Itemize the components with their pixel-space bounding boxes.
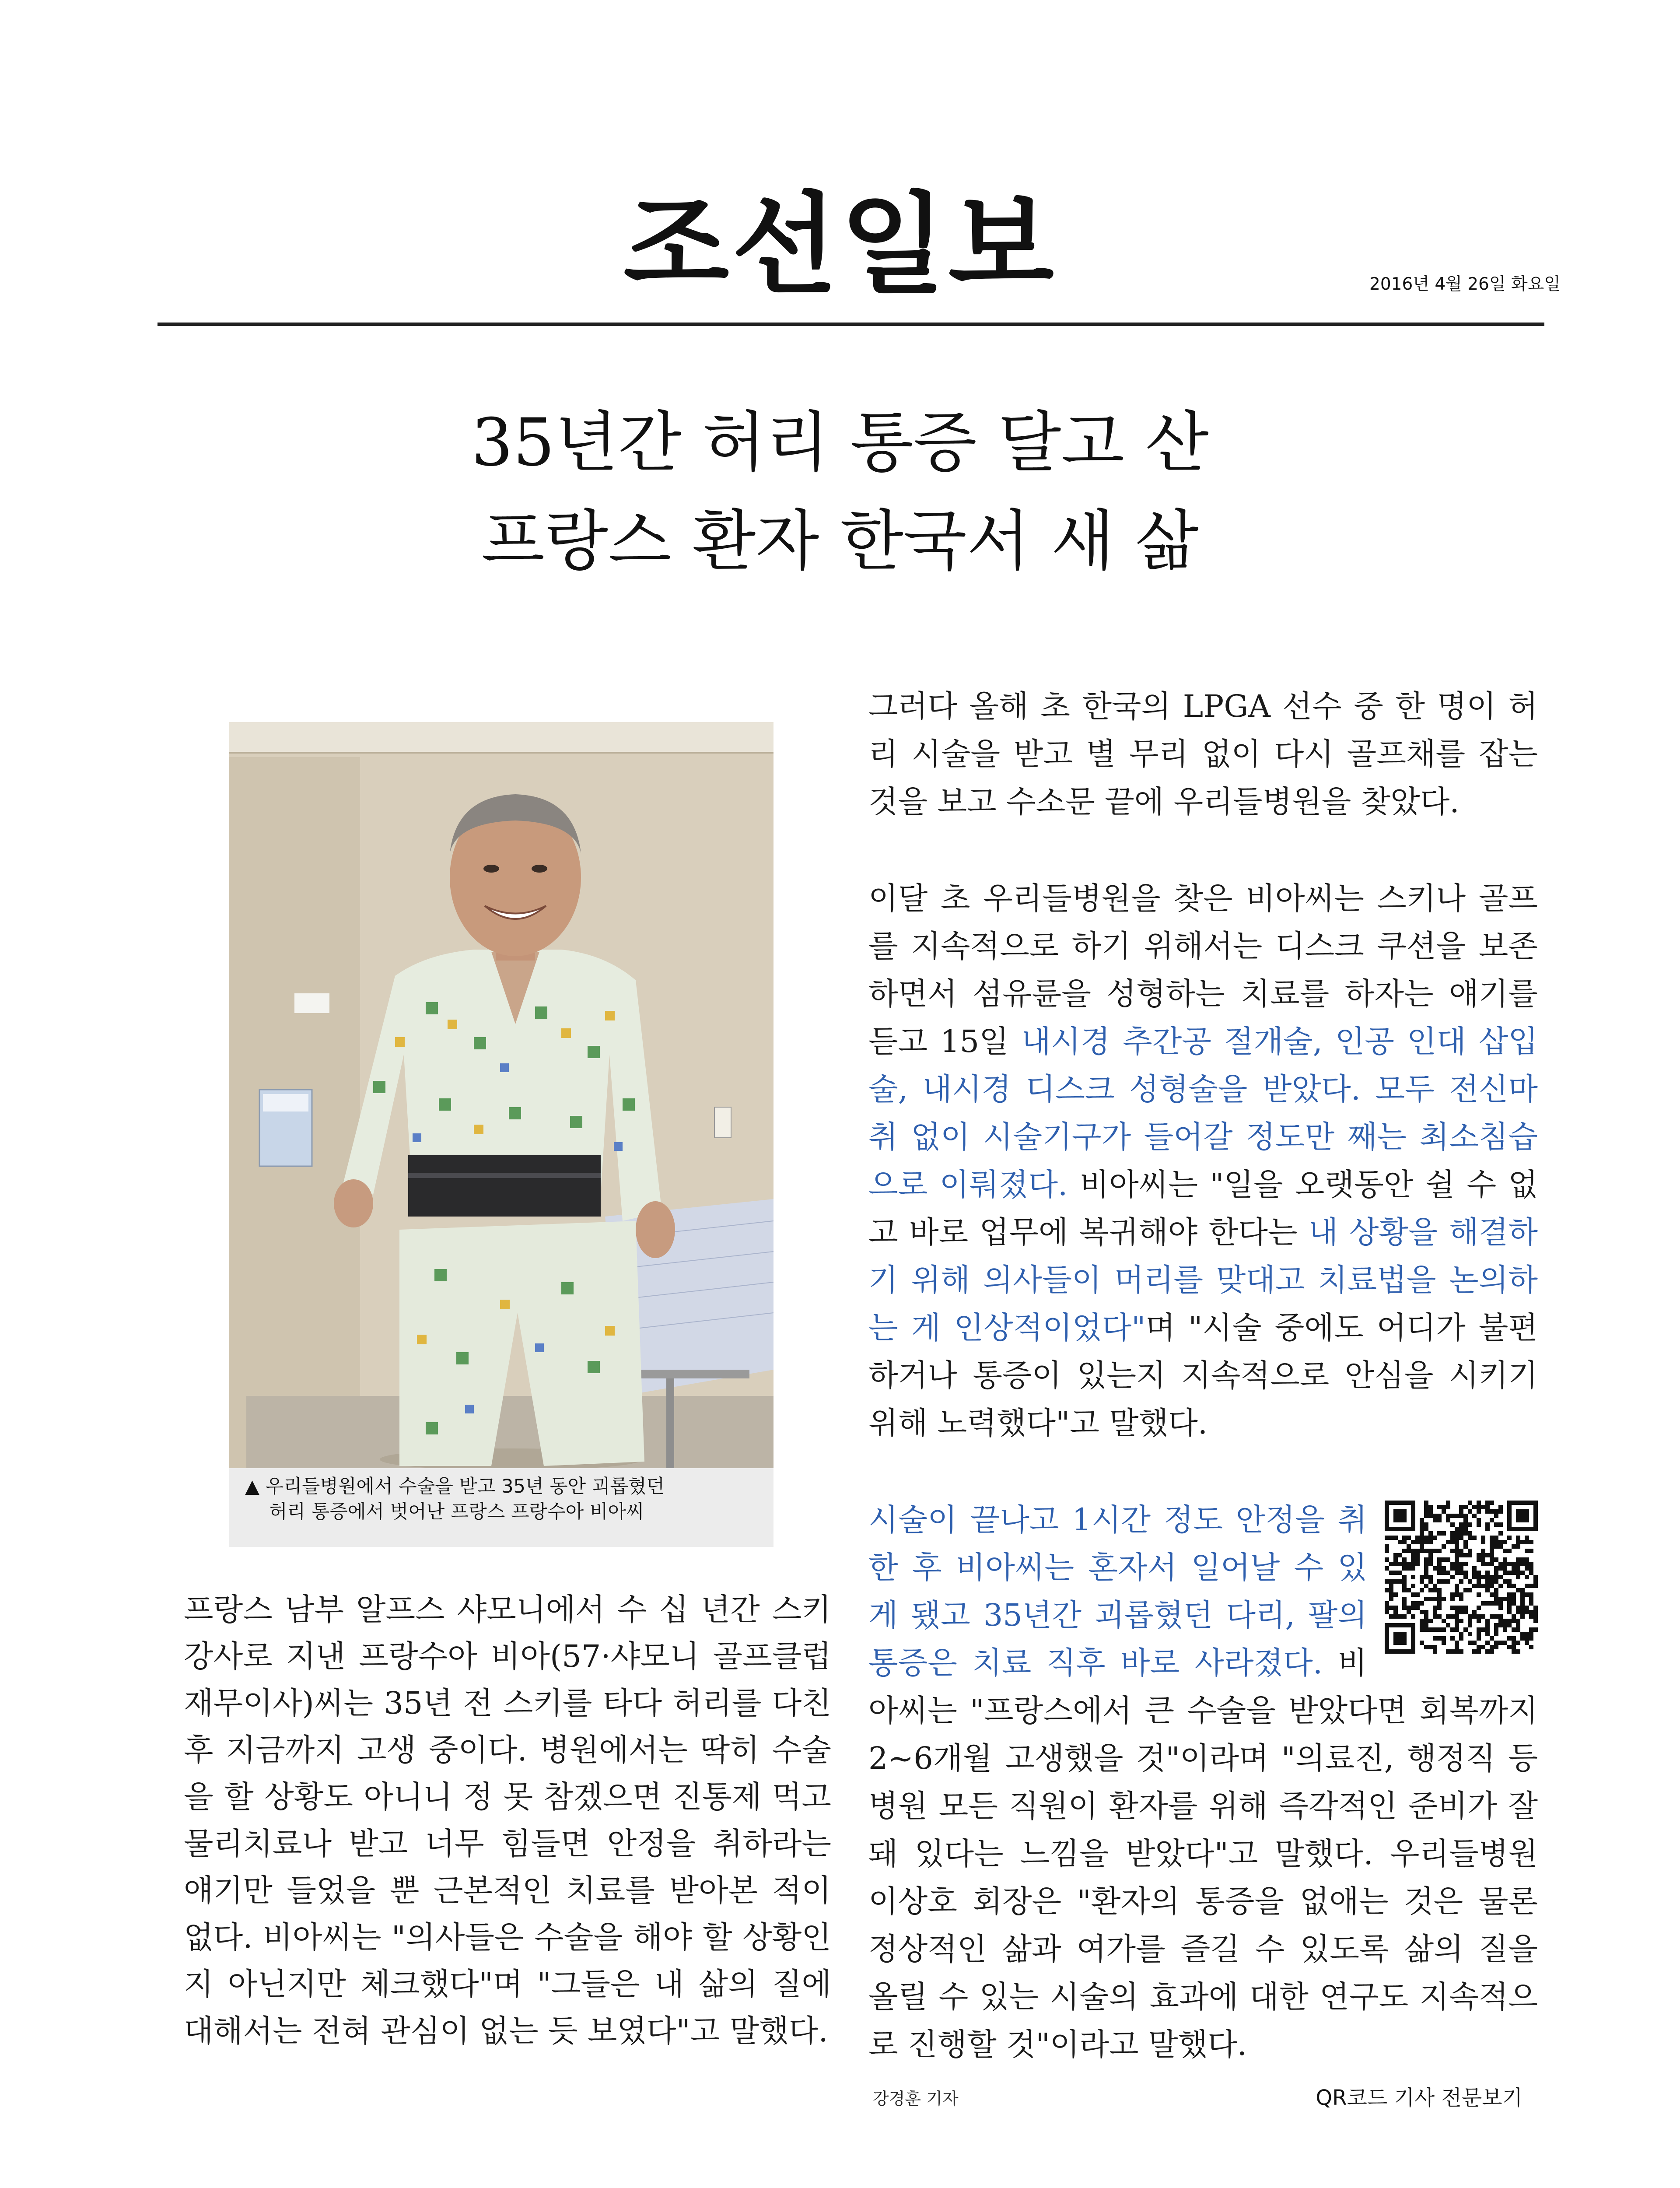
p3-highlight: 시술이 끝나고 1시간 정도 안정을 취한 후 비아씨는 혼자서 일어날 수 있게 됐고 35년간 괴롭혔던 다리, 팔의 통증은 치료 직후 바로 사라졌다. xyxy=(868,1502,1367,1681)
caption-line-1: ▲ 우리들병원에서 수술을 받고 35년 동안 괴롭혔던 xyxy=(245,1476,665,1497)
byline: 강경훈 기자 xyxy=(873,2089,959,2108)
article-right-column xyxy=(868,683,1538,2069)
masthead-rule xyxy=(158,323,1544,326)
right-paragraph-1: 그러다 올해 초 한국의 LPGA 선수 중 한 명이 허리 시술을 받고 별 무리 없이 다시 골프채를 잡는 것을 보고 수소문 끝에 우리들병원을 찾았다. xyxy=(868,688,1538,820)
headline xyxy=(0,394,1680,591)
qr-code[interactable] xyxy=(1385,1501,1538,1654)
p2-highlight-1: 내시경 추간공 절개술, 인공 인대 삽입술, 내시경 디스크 성형술을 받았다. 모두 전신마취 없이 시술기구가 들어갈 정도만 째는 최소침습으로 이뤄졌다. xyxy=(868,1024,1538,1203)
caption-line-2: 허리 통증에서 벗어난 프랑스 프랑수아 비아씨 xyxy=(269,1501,644,1523)
right-paragraph-2 xyxy=(868,875,1538,1447)
p2-highlight-2: 내 상황을 해결하기 위해 의사들이 머리를 맞대고 치료법을 논의하는 게 인상적이었다" xyxy=(868,1214,1538,1346)
publication-date: 2016년 4월 26일 화요일 xyxy=(1369,274,1561,294)
qr-code-icon xyxy=(1385,1501,1538,1654)
patient-photo xyxy=(229,722,774,1468)
masthead-title: 조선일보 xyxy=(623,181,1057,309)
headline-line-1: 35년간 허리 통증 달고 산 xyxy=(471,405,1209,481)
p2-text-b: 비아씨는 "일을 오랫동안 쉴 수 없고 바로 업무에 복귀해야 한다는 xyxy=(868,1167,1538,1250)
p2-text-a: 이달 초 우리들병원을 찾은 비아씨는 스키나 골프를 지속적으로 하기 위해서는 디스크 쿠션을 보존하면서 섬유륜을 성형하는 치료를 하자는 얘기를 듣고 15일 xyxy=(868,880,1538,1059)
headline-line-2: 프랑스 환자 한국서 새 삶 xyxy=(481,503,1199,579)
photo-caption xyxy=(245,1474,766,1525)
left-paragraph: 프랑스 남부 알프스 샤모니에서 수 십 년간 스키 강사로 지낸 프랑수아 비아(57·샤모니 골프클럽 재무이사)씨는 35년 전 스키를 타다 허리를 다친 후 지금까지 고생 중이다. 병원에서는 딱히 수술을 할 상황도 아니니 정 못 참겠으면 진통제 먹고 물리치료나 받고 너무 힘들면 안정을 취하라는 얘기만 들었을 뿐 근본적인 치료를 받아본 적이 없다. 비아씨는 "의사들은 수술을 해야 할 상황인지 아닌지만 체크했다"며 "그들은 내 삶의 질에 대해서는 전혀 관심이 없는 듯 보였다"고 말했다. xyxy=(184,1592,831,2049)
p2-text-c: 며 "시술 중에도 어디가 불편하거나 통증이 있는지 지속적으로 안심을 시키기 위해 노력했다"고 말했다. xyxy=(868,1310,1538,1441)
qr-label: QR코드 기사 전문보기 xyxy=(1316,2086,1522,2110)
p3-text: 비아씨는 "프랑스에서 큰 수술을 받았다면 회복까지 2~6개월 고생했을 것"이라며 "의료진, 행정직 등 병원 모든 직원이 환자를 위해 즉각적인 준비가 잘 돼 있다는 느낌을 받았다"고 말했다. 우리들병원 이상호 회장은 "환자의 통증을 없애는 것은 물론 정상적인 삶과 여가를 즐길 수 있도록 삶의 질을 올릴 수 있는 시술의 효과에 대한 연구도 지속적으로 진행할 것"이라고 말했다. xyxy=(868,1645,1538,2062)
right-paragraph-3 xyxy=(868,1496,1538,2069)
article-left-column xyxy=(184,1586,831,2055)
